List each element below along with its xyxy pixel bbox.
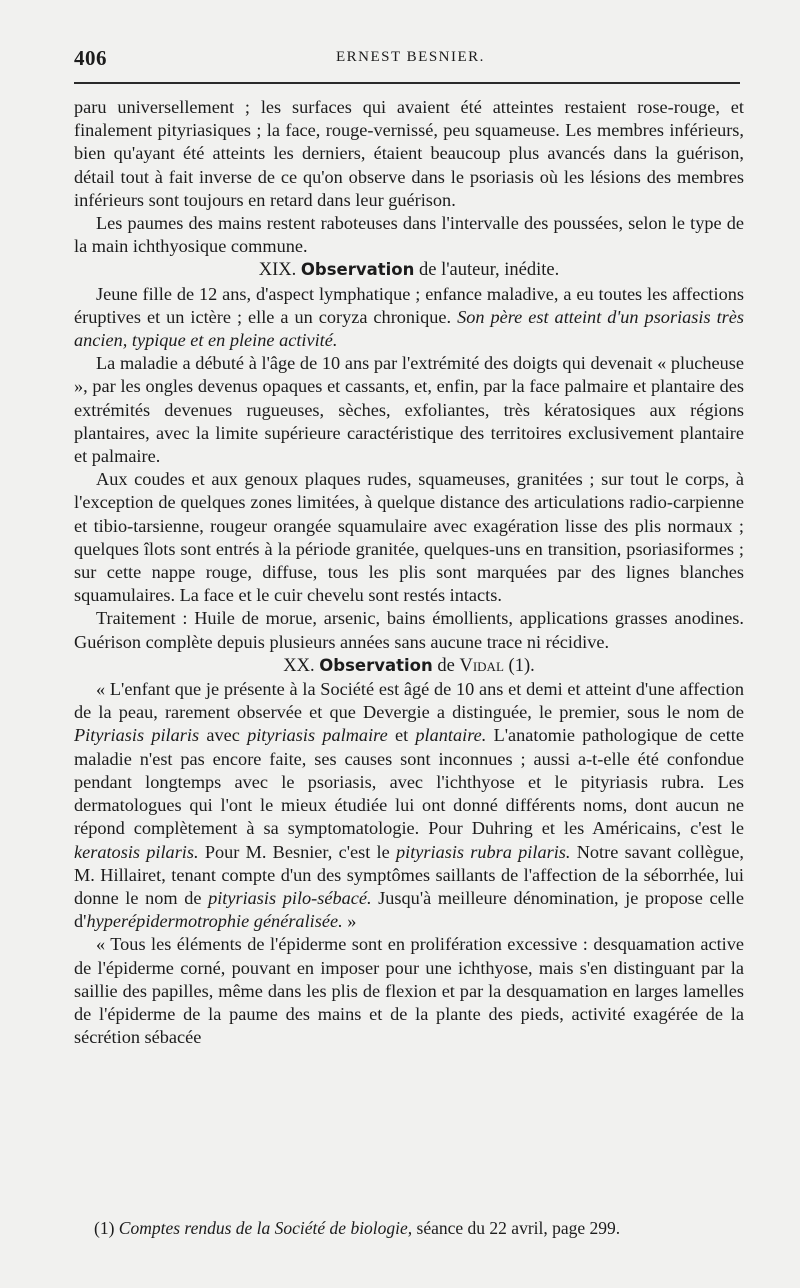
footnote-ref: (1). <box>508 655 535 676</box>
text-run: Pour M. Besnier, c'est le <box>198 841 396 862</box>
heading-label: Observation <box>319 655 433 675</box>
obs19-paragraph-1 <box>74 283 744 353</box>
header-rule <box>74 82 740 84</box>
paragraph-palms: Les paumes des mains restent raboteuses dans l'intervalle des poussées, selon le type de la main ichthyosique commune. <box>74 213 744 257</box>
obs20-paragraph-2: « Tous les éléments de l'épiderme sont en prolifération excessive : desquamation active de l'épiderme corné, pouvant en imposer pour une ichthyose, mais s'en distinguant par la saillie des papilles, même dans les plis de flexion et par la desquamation en larges lamelles de l'épiderme de la paume des mains et de la plante des pieds, activité exagérée de la sécrétion sébacée <box>74 934 744 1048</box>
obs19-paragraph-treatment: Traitement : Huile de morue, arsenic, bains émollients, applications grasses anodines. Guérison complète depuis plusieurs années sans aucune trace ni récidive. <box>74 608 744 652</box>
italic-term: hyperépidermotrophie généralisée. <box>86 911 343 932</box>
heading-label: Observation <box>300 260 415 280</box>
text-run: « L'enfant que je présente à la Société est âgé de 10 ans et demi et atteint d'une affection de la peau, rarement observée et que Devergie a distinguée, le premier, sous le nom de <box>74 679 744 723</box>
italic-term: pityriasis palmaire <box>247 725 388 746</box>
body-text <box>74 96 744 1049</box>
continuation-paragraph: paru universellement ; les surfaces qui avaient été atteintes restaient rose-rouge, et finalement pityriasiques ; la face, rouge-vernissé, peu squameuse. Les membres inférieurs, bien qu'ayant été atteints les derniers, étaient beaucoup plus avancés dans la guérison, détail tout à fait inverse de ce qu'on observe dans le psoriasis où les lésions des membres inférieurs sont toujours en retard dans leur guérison. <box>74 97 744 210</box>
observation-20-heading <box>74 654 744 678</box>
italic-term: pityriasis rubra pilaris. <box>395 841 571 862</box>
text-run: avec <box>199 725 248 746</box>
footnote-detail: séance du 22 avril, page 299. <box>416 1218 621 1238</box>
text-run: et <box>387 725 416 746</box>
italic-term: keratosis pilaris. <box>74 841 199 862</box>
footnote <box>94 1218 744 1239</box>
running-title: ERNEST BESNIER. <box>336 49 485 65</box>
text-run: Notre savant collègue, M. Hillairet, tenant compte d'un des symptômes saillants de l'affection de la séborrhée, lui donne le nom de <box>74 841 745 908</box>
italic-term: Pityriasis pilaris <box>74 725 200 746</box>
heading-source: de l'auteur, inédite. <box>419 260 560 281</box>
text-run: Jusqu'à meilleure dénomination, je propose celle d' <box>74 887 744 932</box>
running-head <box>74 44 750 72</box>
footnote-mark: (1) <box>94 1218 115 1238</box>
italic-term: plantaire. <box>415 725 487 746</box>
heading-number: XIX. <box>258 260 297 281</box>
heading-de: de <box>437 655 455 676</box>
observation-19-heading <box>74 258 744 282</box>
text-run: L'anatomie pathologique de cette maladie n'est pas encore faite, ses causes sont inconnues ; aussi a-t-elle été confondue pendant longtemps avec le psoriasis, avec l'ichthyose et le pityriasis rubra. Les dermatologues qui l'ont le mieux étudiée lui ont donné différents noms, dont aucun ne répond complètement à sa symptomatologie. Pour Duhring et les Américains, c'est le <box>74 725 744 839</box>
italic-term: pityriasis pilo-sébacé. <box>208 887 372 908</box>
page-number: 406 <box>74 46 107 70</box>
obs19-p1-text: Jeune fille de 12 ans, d'aspect lymphatique ; enfance maladive, a eu toutes les affections éruptives et un ictère ; elle a un coryza chronique. <box>74 283 744 327</box>
obs19-paragraph-2: La maladie a débuté à l'âge de 10 ans par l'extrémité des doigts qui devenait « plucheuse », par les ongles devenus opaques et cassants, et, enfin, par la face palmaire et plantaire des extrémités devenues rugueuses, sèches, exfoliantes, très kératosiques aux régions plantaires, avec la limite supérieure caractéristique des territoires exclusivement plantaire et palmaire. <box>74 353 744 467</box>
book-page <box>74 0 750 1288</box>
heading-author: Vidal <box>459 655 504 676</box>
heading-number: XX. <box>283 655 315 676</box>
obs19-p1-italic: Son père est atteint d'un psoriasis très ancien, typique et en pleine activité. <box>74 306 744 351</box>
obs19-paragraph-3: Aux coudes et aux genoux plaques rudes, squameuses, granitées ; sur tout le corps, à l'exception de quelques zones limitées, à quelque distance des articulations radio-carpienne et tibio-tarsienne, rougeur orangée squamulaire avec exagération lisse des plis normaux ; quelques îlots sont entrés à la période granitée, quelques-uns en transition, psoriasiformes ; sur cette nappe rouge, diffuse, tous les plis sont marquées par des lignes blanches squamulaires. La face et le cuir chevelu sont restés intacts. <box>74 469 744 606</box>
obs20-paragraph-1 <box>74 678 744 933</box>
footnote-source: Comptes rendus de la Société de biologie, <box>118 1218 413 1238</box>
text-run: » <box>342 911 357 932</box>
